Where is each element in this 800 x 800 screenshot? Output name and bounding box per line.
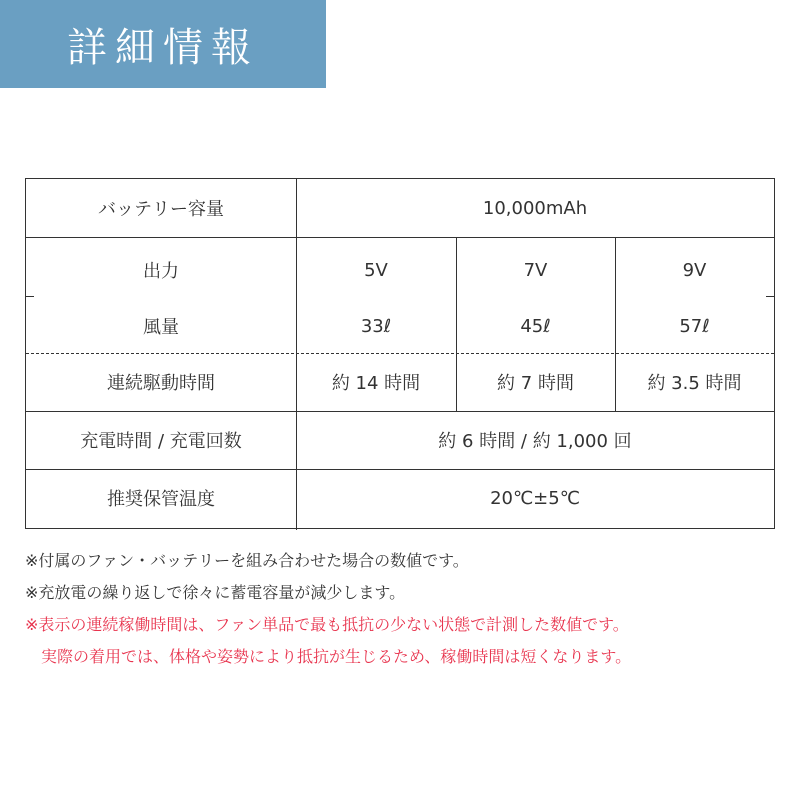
airflow-label: 風量 (143, 317, 179, 338)
runtime-9v: 約 3.5 時間 (647, 373, 742, 394)
warning-note: 実際の着用では、体格や姿勢により抵抗が生じるため、稼働時間は短くなります。 (25, 647, 632, 666)
page-title-text: 詳細情報 (67, 24, 259, 71)
output-9v: 9V (682, 259, 707, 281)
charge-label: 充電時間 / 充電回数 (80, 431, 242, 452)
output-7v: 7V (523, 259, 548, 281)
output-5v: 5V (364, 259, 388, 281)
runtime-5v: 約 14 時間 (331, 373, 421, 394)
note-item: ※充放電の繰り返しで徐々に蓄電容量が減少します。 (25, 583, 406, 602)
charge-value: 約 6 時間 / 約 1,000 回 (438, 431, 632, 452)
battery-value: 10,000mAh (482, 197, 588, 219)
airflow-9v: 57ℓ (679, 315, 710, 337)
output-label: 出力 (143, 261, 179, 282)
airflow-7v: 45ℓ (520, 315, 551, 337)
runtime-7v: 約 7 時間 (497, 373, 574, 394)
warning-note: ※表示の連続稼働時間は、ファン単品で最も抵抗の少ない状態で計測した数値です。 (25, 615, 629, 634)
row-divider (26, 237, 774, 238)
runtime-label: 連続駆動時間 (107, 373, 215, 394)
airflow-5v: 33ℓ (360, 315, 392, 337)
note-item: ※付属のファン・バッテリーを組み合わせた場合の数値です。 (25, 551, 469, 570)
storage-value: 20℃±5℃ (490, 487, 580, 509)
storage-label: 推奨保管温度 (107, 489, 215, 510)
spec-table (25, 178, 775, 529)
notes (25, 545, 785, 673)
battery-label: バッテリー容量 (98, 199, 224, 220)
page-title (0, 0, 326, 88)
